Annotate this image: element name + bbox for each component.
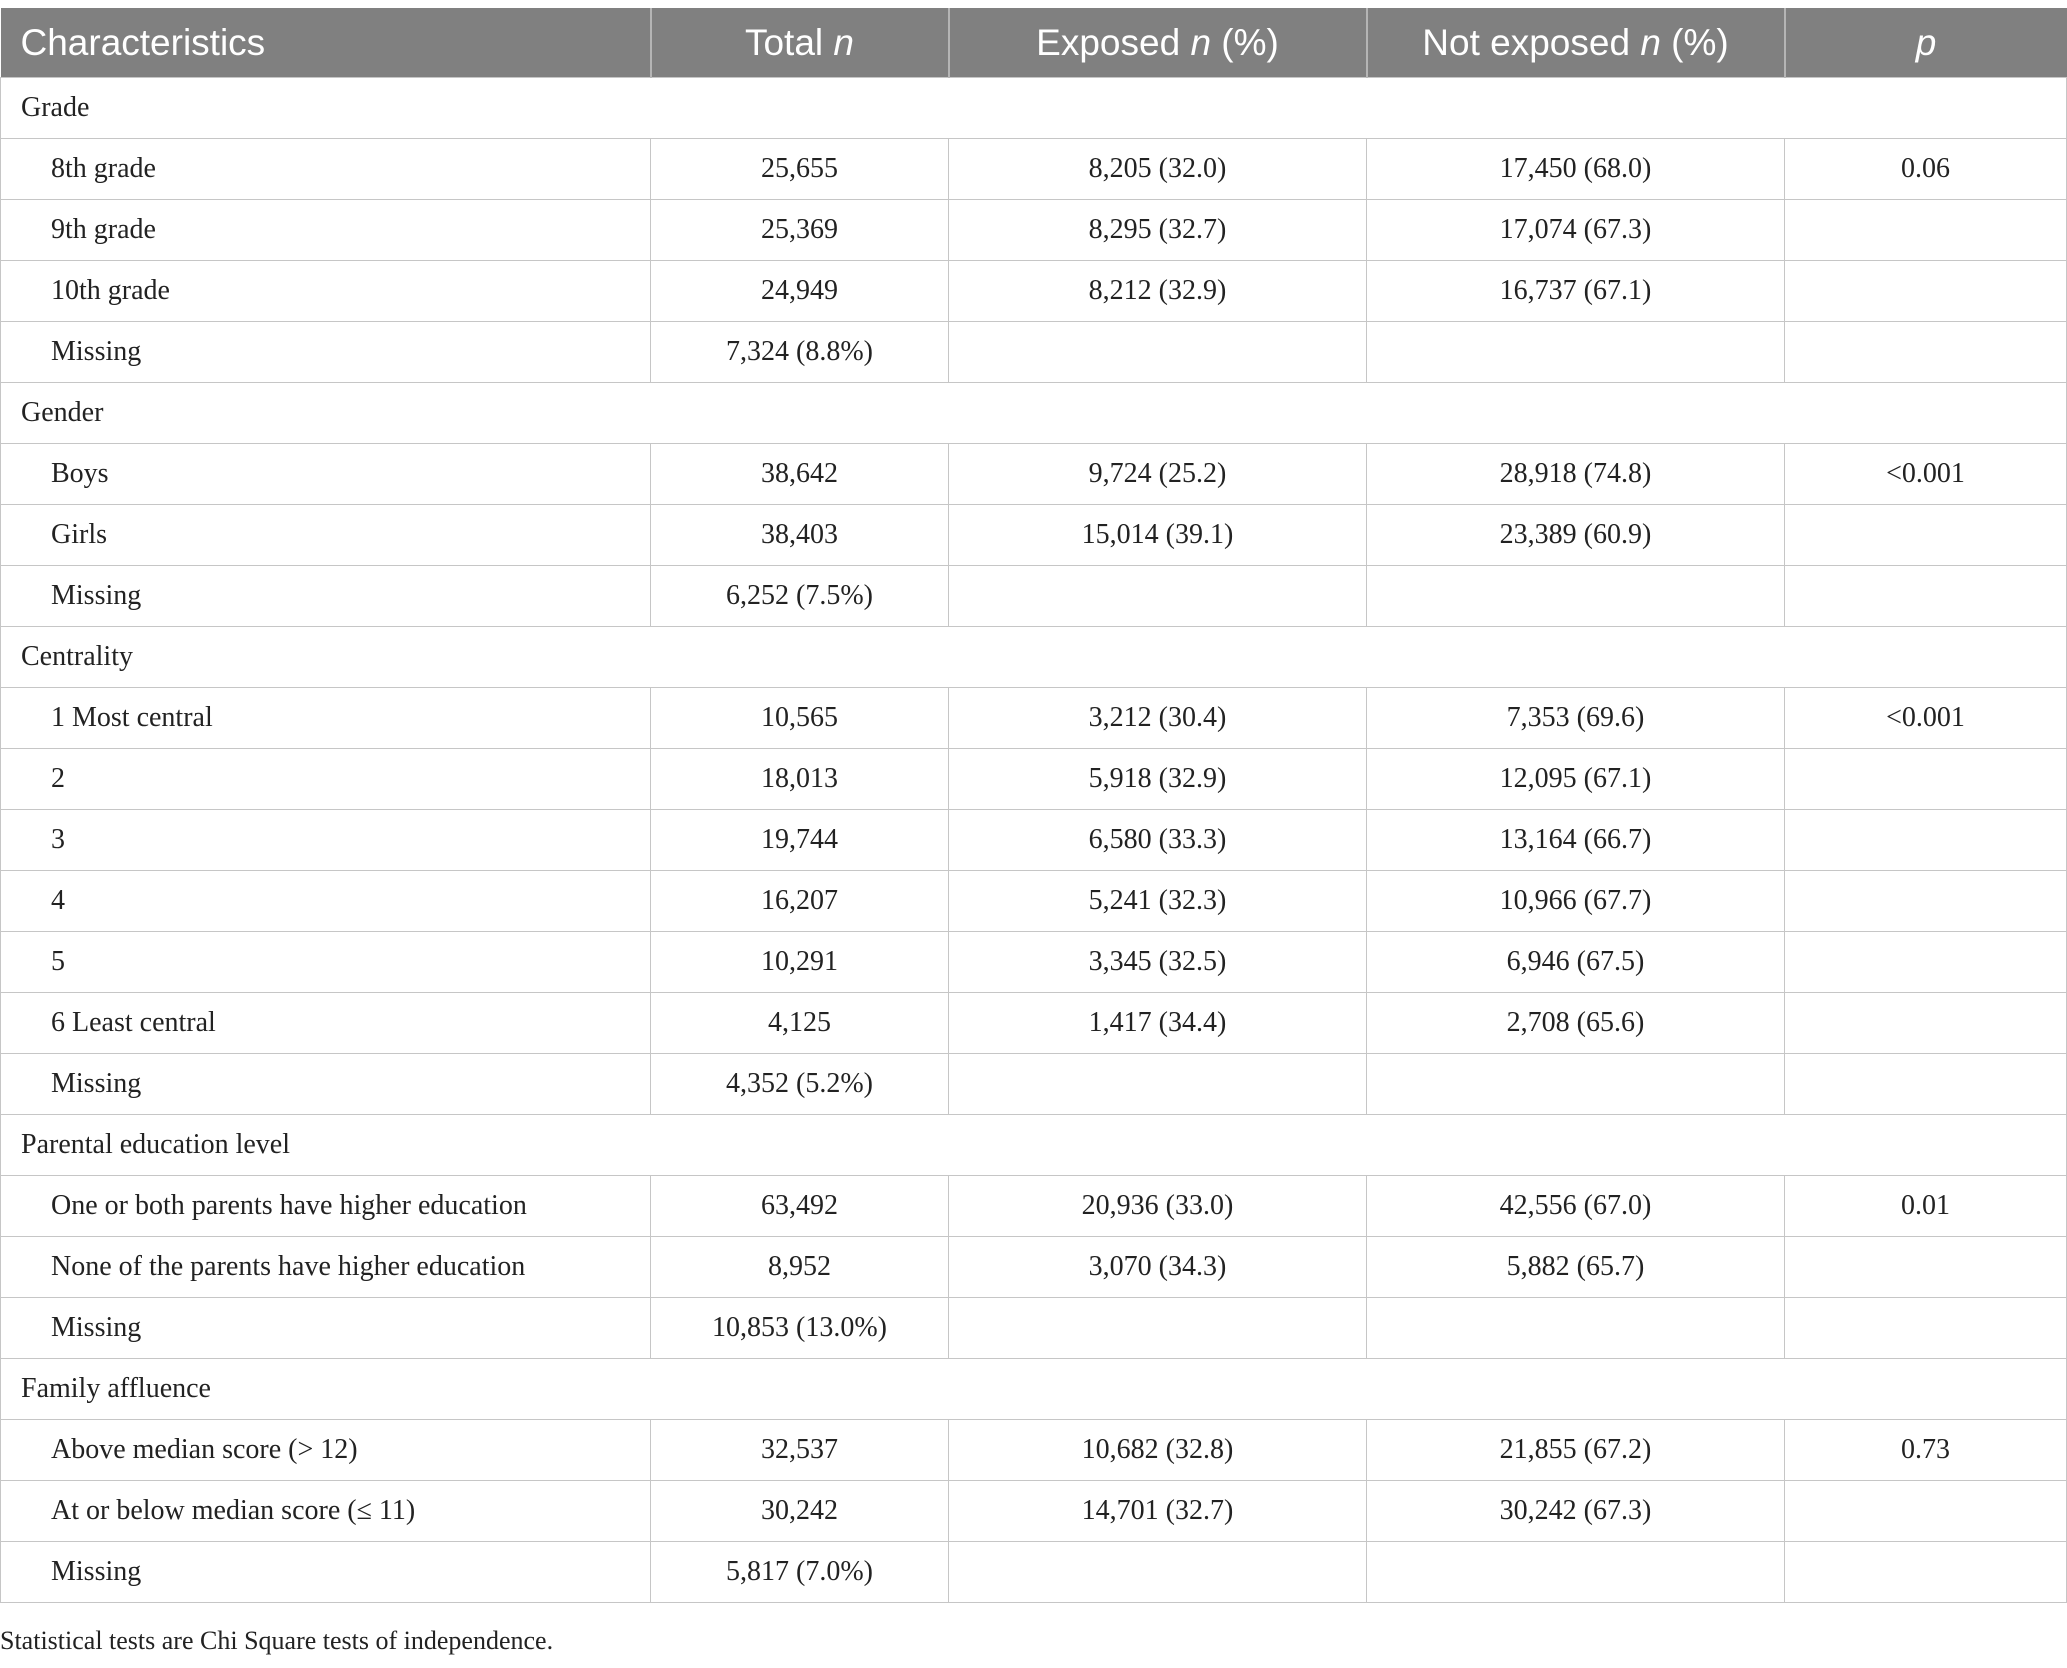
cell-exposed: 5,241 (32.3) (949, 871, 1367, 932)
cell-label: 6 Least central (1, 993, 651, 1054)
table-container (0, 8, 2066, 1603)
cell-total: 38,642 (651, 444, 949, 505)
cell-p: <0.001 (1785, 444, 2067, 505)
cell-not-exposed: 6,946 (67.5) (1367, 932, 1785, 993)
header-exposed (949, 8, 1367, 78)
cell-total: 10,853 (13.0%) (651, 1298, 949, 1359)
cell-label: 1 Most central (1, 688, 651, 749)
header-not-exposed-n: n (1640, 21, 1661, 63)
cell-label: Missing (1, 566, 651, 627)
cell-not-exposed: 23,389 (60.9) (1367, 505, 1785, 566)
cell-label: 4 (1, 871, 651, 932)
header-not-exposed-text: Not exposed (1422, 21, 1631, 63)
cell-label: 2 (1, 749, 651, 810)
cell-not-exposed: 28,918 (74.8) (1367, 444, 1785, 505)
header-characteristics-text: Characteristics (20, 21, 266, 63)
cell-total: 10,291 (651, 932, 949, 993)
cell-total: 63,492 (651, 1176, 949, 1237)
section-header-row (1, 383, 2067, 444)
table-row (1, 749, 2067, 810)
cell-not-exposed: 17,450 (68.0) (1367, 139, 1785, 200)
section-title: Grade (1, 78, 2067, 139)
header-total-text: Total (744, 21, 824, 63)
cell-label: One or both parents have higher education (1, 1176, 651, 1237)
cell-p (1785, 1237, 2067, 1298)
cell-p: 0.73 (1785, 1420, 2067, 1481)
table-row (1, 1420, 2067, 1481)
cell-p: 0.06 (1785, 139, 2067, 200)
cell-p (1785, 200, 2067, 261)
cell-label: Missing (1, 1542, 651, 1603)
cell-label: Above median score (> 12) (1, 1420, 651, 1481)
cell-p (1785, 261, 2067, 322)
cell-exposed (949, 566, 1367, 627)
cell-total: 24,949 (651, 261, 949, 322)
header-total-n: n (833, 21, 854, 63)
cell-total: 25,369 (651, 200, 949, 261)
cell-total: 18,013 (651, 749, 949, 810)
cell-p (1785, 1481, 2067, 1542)
cell-p (1785, 993, 2067, 1054)
cell-not-exposed: 7,353 (69.6) (1367, 688, 1785, 749)
section-title: Family affluence (1, 1359, 2067, 1420)
cell-not-exposed: 13,164 (66.7) (1367, 810, 1785, 871)
cell-label: Girls (1, 505, 651, 566)
cell-label: 10th grade (1, 261, 651, 322)
table-row (1, 1176, 2067, 1237)
cell-total: 38,403 (651, 505, 949, 566)
cell-p (1785, 1542, 2067, 1603)
cell-exposed: 10,682 (32.8) (949, 1420, 1367, 1481)
characteristics-table (0, 8, 2067, 1603)
table-row (1, 1298, 2067, 1359)
table-row (1, 1481, 2067, 1542)
cell-total: 16,207 (651, 871, 949, 932)
cell-exposed: 8,295 (32.7) (949, 200, 1367, 261)
header-total (651, 8, 949, 78)
cell-p: <0.001 (1785, 688, 2067, 749)
cell-not-exposed: 12,095 (67.1) (1367, 749, 1785, 810)
cell-exposed: 14,701 (32.7) (949, 1481, 1367, 1542)
table-footnote: Statistical tests are Chi Square tests of independence. (0, 1626, 554, 1655)
cell-p: 0.01 (1785, 1176, 2067, 1237)
cell-exposed: 1,417 (34.4) (949, 993, 1367, 1054)
table-row (1, 688, 2067, 749)
cell-label: At or below median score (≤ 11) (1, 1481, 651, 1542)
cell-total: 6,252 (7.5%) (651, 566, 949, 627)
table-row (1, 322, 2067, 383)
cell-p (1785, 1054, 2067, 1115)
header-not-exposed-pct: (%) (1671, 21, 1729, 63)
cell-exposed: 8,205 (32.0) (949, 139, 1367, 200)
table-row (1, 1237, 2067, 1298)
cell-exposed (949, 1298, 1367, 1359)
section-header-row (1, 627, 2067, 688)
cell-not-exposed: 5,882 (65.7) (1367, 1237, 1785, 1298)
cell-exposed: 3,070 (34.3) (949, 1237, 1367, 1298)
cell-total: 30,242 (651, 1481, 949, 1542)
cell-not-exposed (1367, 1298, 1785, 1359)
cell-exposed: 8,212 (32.9) (949, 261, 1367, 322)
section-header-row (1, 78, 2067, 139)
cell-exposed (949, 1542, 1367, 1603)
cell-total: 19,744 (651, 810, 949, 871)
table-row (1, 932, 2067, 993)
cell-not-exposed (1367, 566, 1785, 627)
cell-not-exposed: 21,855 (67.2) (1367, 1420, 1785, 1481)
cell-not-exposed: 10,966 (67.7) (1367, 871, 1785, 932)
table-row (1, 505, 2067, 566)
cell-total: 5,817 (7.0%) (651, 1542, 949, 1603)
cell-p (1785, 505, 2067, 566)
table-body (1, 78, 2067, 1603)
cell-label: Boys (1, 444, 651, 505)
cell-exposed: 6,580 (33.3) (949, 810, 1367, 871)
header-exposed-text: Exposed (1036, 21, 1181, 63)
cell-not-exposed (1367, 322, 1785, 383)
cell-not-exposed: 16,737 (67.1) (1367, 261, 1785, 322)
cell-p (1785, 871, 2067, 932)
cell-label: 8th grade (1, 139, 651, 200)
header-not-exposed (1367, 8, 1785, 78)
cell-p (1785, 566, 2067, 627)
cell-label: Missing (1, 1054, 651, 1115)
cell-exposed: 20,936 (33.0) (949, 1176, 1367, 1237)
cell-exposed (949, 322, 1367, 383)
cell-not-exposed: 17,074 (67.3) (1367, 200, 1785, 261)
table-row (1, 200, 2067, 261)
header-row (1, 8, 2067, 78)
cell-exposed: 9,724 (25.2) (949, 444, 1367, 505)
cell-exposed (949, 1054, 1367, 1115)
cell-total: 32,537 (651, 1420, 949, 1481)
cell-total: 25,655 (651, 139, 949, 200)
cell-not-exposed (1367, 1054, 1785, 1115)
header-exposed-n: n (1190, 21, 1212, 63)
table-row (1, 139, 2067, 200)
cell-not-exposed: 2,708 (65.6) (1367, 993, 1785, 1054)
cell-label: None of the parents have higher education (1, 1237, 651, 1298)
table-row (1, 444, 2067, 505)
cell-not-exposed: 42,556 (67.0) (1367, 1176, 1785, 1237)
section-header-row (1, 1359, 2067, 1420)
cell-total: 7,324 (8.8%) (651, 322, 949, 383)
section-title: Gender (1, 383, 2067, 444)
table-row (1, 993, 2067, 1054)
table-row (1, 1054, 2067, 1115)
header-characteristics (1, 8, 651, 78)
section-title: Centrality (1, 627, 2067, 688)
cell-p (1785, 322, 2067, 383)
cell-exposed: 15,014 (39.1) (949, 505, 1367, 566)
cell-not-exposed: 30,242 (67.3) (1367, 1481, 1785, 1542)
header-p-text: p (1915, 21, 1937, 63)
table-row (1, 1542, 2067, 1603)
cell-label: 9th grade (1, 200, 651, 261)
section-header-row (1, 1115, 2067, 1176)
cell-total: 10,565 (651, 688, 949, 749)
cell-not-exposed (1367, 1542, 1785, 1603)
cell-p (1785, 1298, 2067, 1359)
cell-label: Missing (1, 1298, 651, 1359)
table-header (1, 8, 2067, 78)
cell-label: 5 (1, 932, 651, 993)
cell-label: 3 (1, 810, 651, 871)
header-p (1785, 8, 2067, 78)
header-exposed-pct: (%) (1221, 21, 1279, 63)
section-title: Parental education level (1, 1115, 2067, 1176)
table-row (1, 810, 2067, 871)
cell-total: 4,352 (5.2%) (651, 1054, 949, 1115)
cell-p (1785, 749, 2067, 810)
cell-total: 8,952 (651, 1237, 949, 1298)
cell-p (1785, 932, 2067, 993)
cell-exposed: 3,345 (32.5) (949, 932, 1367, 993)
cell-exposed: 3,212 (30.4) (949, 688, 1367, 749)
cell-total: 4,125 (651, 993, 949, 1054)
cell-label: Missing (1, 322, 651, 383)
cell-exposed: 5,918 (32.9) (949, 749, 1367, 810)
table-row (1, 261, 2067, 322)
table-row (1, 871, 2067, 932)
table-row (1, 566, 2067, 627)
cell-p (1785, 810, 2067, 871)
